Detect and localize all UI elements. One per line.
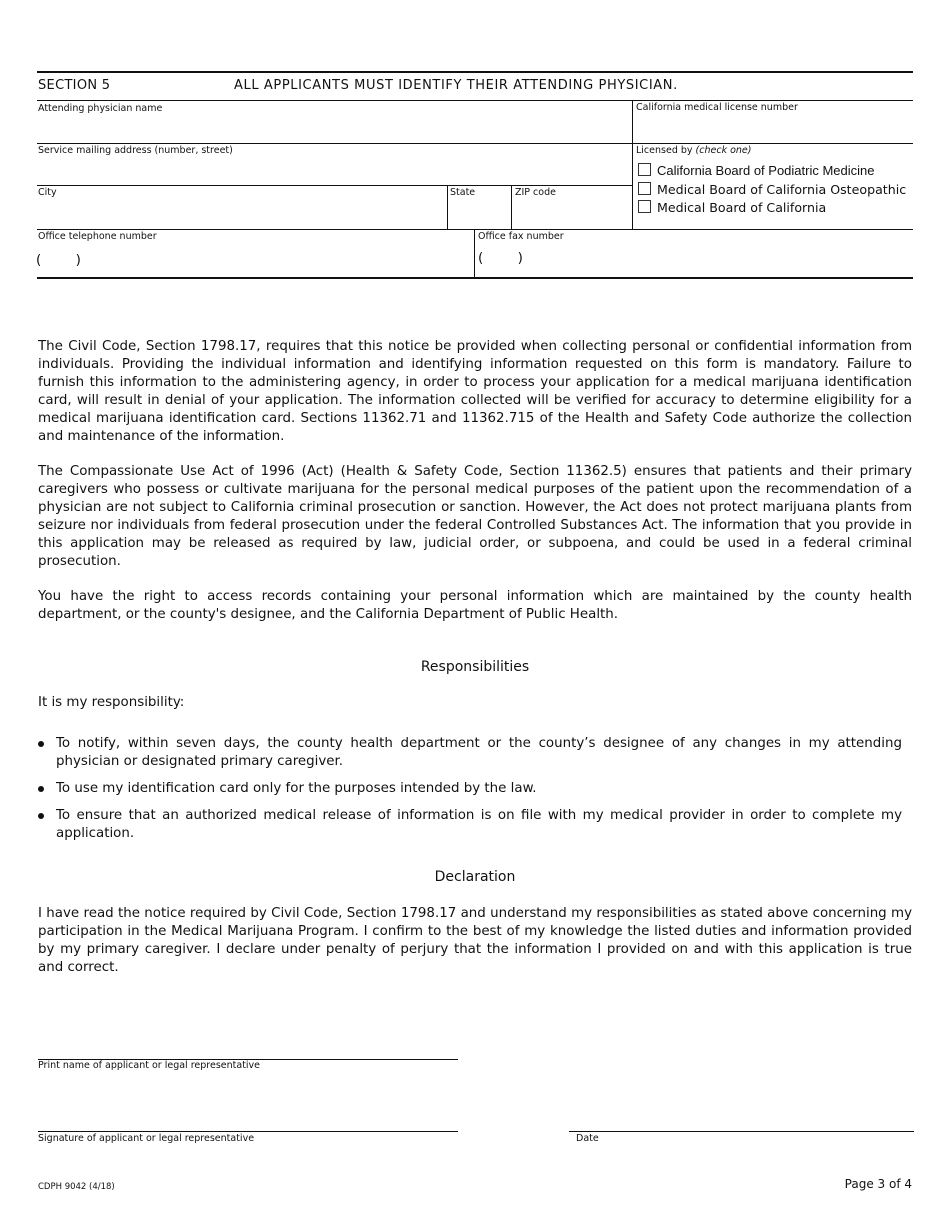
podiatric-checkbox[interactable] [638,163,651,176]
notice-paragraph-access-records: You have the right to access records containing your personal information which are maintained by the county health department, or the county's designee, and the California Department of Public Health. [38,589,912,622]
licensed-by-text: Licensed by [636,145,696,156]
section-top-rule [37,71,913,73]
license-option-osteopathic[interactable] [638,181,906,199]
responsibility-item [38,735,902,771]
medical-board-checkbox[interactable] [638,200,651,213]
declaration-heading: Declaration [434,869,516,885]
section-header-rule [37,100,913,101]
row2-rule [37,185,633,186]
responsibility-text: To use my identification card only for the purposes intended by the law. [56,781,537,796]
responsibilities-heading: Responsibilities [420,659,530,675]
section-number: SECTION 5 [38,78,111,93]
bullet-icon [38,786,44,792]
physician-name-field[interactable] [38,116,628,142]
responsibilities-intro: It is my responsibility: [38,695,185,710]
state-field[interactable] [450,200,508,227]
medical-board-option-label: Medical Board of California [657,200,827,215]
office-fax-label: Office fax number [478,231,564,242]
osteopathic-option-label: Medical Board of California Osteopathic [657,182,907,197]
responsibility-item [38,807,902,843]
physician-name-label: Attending physician name [38,103,163,114]
state-zip-divider [511,185,512,229]
zip-field[interactable] [515,200,629,227]
row3-rule [37,229,913,230]
notice-paragraph-civil-code: The Civil Code, Section 1798.17, requires that this notice be provided when collecting personal or confidential information from individuals. Providing the individual information and identifying information requested on this form is mandatory. Failure to furnish this information to the administering agency, in order to process your application for a medical marijuana identification card, will result in denial of your application. The information collected will be verified for accuracy to determine eligibility for a medical marijuana identification card. Sections 11362.71 and 11362.715 of the Health and Safety Code authorize the collection and maintenance of the information. [38,339,912,444]
declaration-text: I have read the notice required by Civil Code, Section 1798.17 and understand my responsibilities as stated above concerning my participation in the Medical Marijuana Program. I confirm to the best of my knowledge the listed duties and information provided by my primary caregiver. I declare under penalty of perjury that the information I provided on and with this application is true and correct. [38,906,912,975]
notice-paragraph-compassionate-use: The Compassionate Use Act of 1996 (Act) (Health & Safety Code, Section 11362.5) ensures that patients and their primary caregivers who possess or cultivate marijuana for the personal medical purposes of the patient upon the recommendation of a physician are not subject to California criminal prosecution or sanction. However, the Act does not protect marijuana plants from seizure nor individuals from federal prosecution under the federal Controlled Substances Act. The information that you provide in this application may be released as required by law, judicial order, or subpoena, and could be used in a federal criminal prosecution. [38,464,912,569]
responsibility-item [38,780,902,798]
bullet-icon [38,813,44,819]
mailing-address-field[interactable] [38,158,628,184]
license-option-podiatric[interactable] [638,162,875,180]
city-state-divider [447,185,448,229]
license-number-field[interactable] [636,115,910,142]
licensed-by-hint: (check one) [695,145,752,156]
signature-line[interactable] [38,1131,458,1132]
mailing-address-label: Service mailing address (number, street) [38,145,233,156]
phone-fax-divider [474,229,475,277]
license-column-divider [632,100,633,229]
licensed-by-label [636,145,751,156]
bullet-icon [38,741,44,747]
print-name-label: Print name of applicant or legal representative [38,1060,261,1071]
section-bottom-rule [37,277,913,279]
office-fax-field[interactable]: ( ) [478,250,523,266]
zip-label: ZIP code [515,187,556,198]
podiatric-option-label: California Board of Podiatric Medicine [657,163,875,178]
date-label: Date [576,1133,599,1144]
license-option-medical-board[interactable] [638,199,826,217]
date-line[interactable] [569,1131,914,1132]
row1-rule [37,143,913,144]
signature-label: Signature of applicant or legal representative [38,1133,255,1144]
page-number: Page 3 of 4 [844,1177,912,1191]
responsibility-text: To ensure that an authorized medical release of information is on file with my medical provider in order to complete my application. [56,808,902,841]
osteopathic-checkbox[interactable] [638,182,651,195]
responsibility-text: To notify, within seven days, the county health department or the county’s designee of any changes in my attending physician or designated primary caregiver. [56,736,902,769]
office-phone-label: Office telephone number [38,231,157,242]
form-id: CDPH 9042 (4/18) [38,1182,115,1192]
city-label: City [38,187,57,198]
city-field[interactable] [38,200,443,227]
state-label: State [450,187,476,198]
license-number-label: California medical license number [636,102,798,113]
section-title: ALL APPLICANTS MUST IDENTIFY THEIR ATTENDING PHYSICIAN. [234,78,678,93]
office-phone-field[interactable]: ( ) [36,252,81,268]
